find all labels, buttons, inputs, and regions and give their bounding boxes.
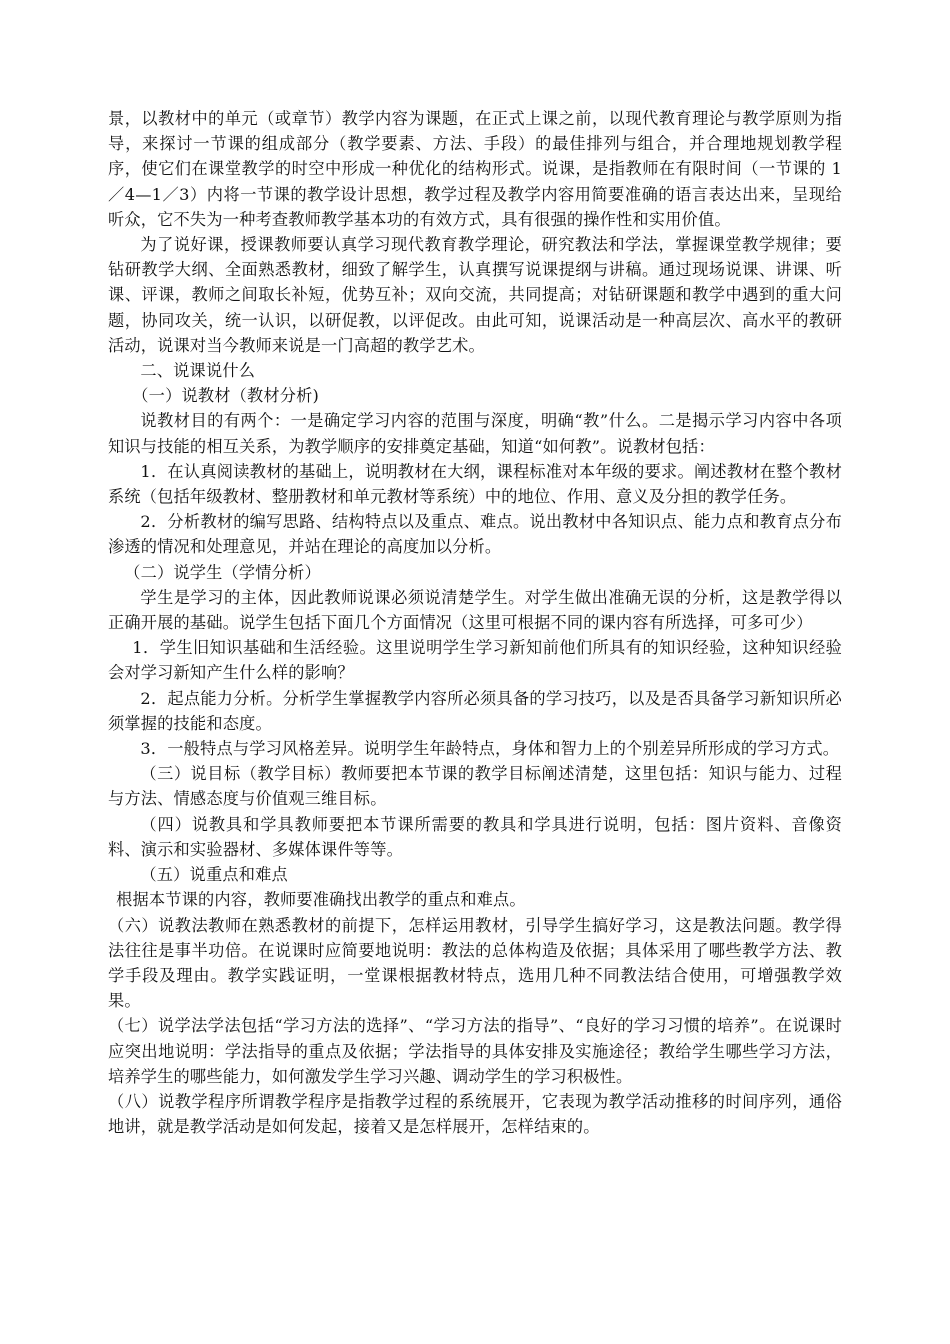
paragraph-textbook-item-1: 1．在认真阅读教材的基础上，说明教材在大纲，课程标准对本年级的要求。阐述教材在整个教材系统（包括年级教材、整册教材和单元教材等系统）中的地位、作用、意义及分担的教学任务。 (108, 461, 842, 507)
paragraph-textbook-purpose: 说教材目的有两个：一是确定学习内容的范围与深度，明确“教”什么。二是揭示学习内容中各项知识与技能的相互关系，为教学顺序的安排奠定基础，知道“如何教”。说教材包括： (108, 411, 842, 456)
paragraph-students-intro: 学生是学习的主体，因此教师说课必须说清楚学生。对学生做出准确无误的分析，这是教学得以正确开展的基础。说学生包括下面几个方面情况（这里可根据不同的课内容有所选择，可多可少） (108, 587, 842, 633)
paragraph-learning-methods: （七）说学法学法包括“学习方法的选择”、“学习方法的指导”、“良好的学习习惯的培养”。在说课时应突出地说明：学法指导的重点及依据；学法指导的具体安排及实施途径；教给学生哪些学习方法，培养学生的哪些能力，如何激发学生学习兴趣、调动学生的学习积极性。 (108, 1016, 842, 1086)
paragraph-textbook-item-2: 2．分析教材的编写思路、结构特点以及重点、难点。说出教材中各知识点、能力点和教育点分布渗透的情况和处理意见，并站在理论的高度加以分析。 (108, 512, 842, 557)
subheading-key-points: （五）说重点和难点 (140, 865, 288, 885)
subheading-students: （二）说学生（学情分析） (124, 562, 321, 582)
subheading-textbook: （一）说教材（教材分析) (132, 386, 320, 406)
section-heading-what: 二、说课说什么 (140, 361, 256, 381)
paragraph-key-points: 根据本节课的内容，教师要准确找出教学的重点和难点。 (116, 890, 526, 910)
paragraph-intro: 景，以教材中的单元（或章节）教学内容为课题，在正式上课之前，以现代教育理论与教学原则为指导，来探讨一节课的组成部分（教学要素、方法、手段）的最佳排列与组合，并合理地规划教学程序，使它们在课堂教学的时空中形成一种优化的结构形式。说课，是指教师在有限时间（一节课的 1／4—1／3）内将一节课的教学设计思想，教学过程及教学内容用简要准确的语言表达出来，呈现给听众，它不失为一种考查教师教学基本功的有效方式，具有很强的操作性和实用价值。 (108, 109, 842, 229)
paragraph-students-item-3: 3．一般特点与学习风格差异。说明学生年龄特点，身体和智力上的个别差异所形成的学习方式。 (140, 739, 840, 759)
paragraph-how-to-present: 为了说好课，授课教师要认真学习现代教育教学理论，研究教法和学法，掌握课堂教学规律；要钻研教学大纲、全面熟悉教材，细致了解学生，认真撰写说课提纲与讲稿。通过现场说课、讲课、听课、评课，教师之间取长补短，优势互补；双向交流，共同提高；对钻研课题和教学中遇到的重大问题，协同攻关，统一认识，以研促教，以评促改。由此可知，说课活动是一种高层次、高水平的教研活动，说课对当今教师来说是一门高超的教学艺术。 (108, 235, 842, 355)
paragraph-teaching-methods: （六）说教法教师在熟悉教材的前提下，怎样运用教材，引导学生搞好学习，这是教法问题。教学得法往往是事半功倍。在说课时应简要地说明：教法的总体构造及依据；具体采用了哪些教学方法、教学手段及理由。教学实践证明，一堂课根据教材特点，选用几种不同教法结合使用，可增强教学效果。 (108, 915, 842, 1011)
paragraph-teaching-aids: （四）说教具和学具教师要把本节课所需要的教具和学具进行说明，包括：图片资料、音像资料、演示和实验器材、多媒体课件等等。 (108, 814, 842, 859)
document-page (108, 106, 842, 1139)
paragraph-goals: （三）说目标（教学目标）教师要把本节课的教学目标阐述清楚，这里包括：知识与能力、过程与方法、情感态度与价值观三维目标。 (108, 764, 842, 809)
paragraph-teaching-procedure: （八）说教学程序所谓教学程序是指教学过程的系统展开，它表现为教学活动推移的时间序列，通俗地讲，就是教学活动是如何发起，接着又是怎样展开，怎样结束的。 (108, 1091, 842, 1137)
paragraph-students-item-1: 1．学生旧知识基础和生活经验。这里说明学生学习新知前他们所具有的知识经验，这种知识经验会对学习新知产生什么样的影响？ (108, 638, 842, 683)
paragraph-students-item-2: 2．起点能力分析。分析学生掌握教学内容所必须具备的学习技巧，以及是否具备学习新知识所必须掌握的技能和态度。 (108, 688, 842, 733)
